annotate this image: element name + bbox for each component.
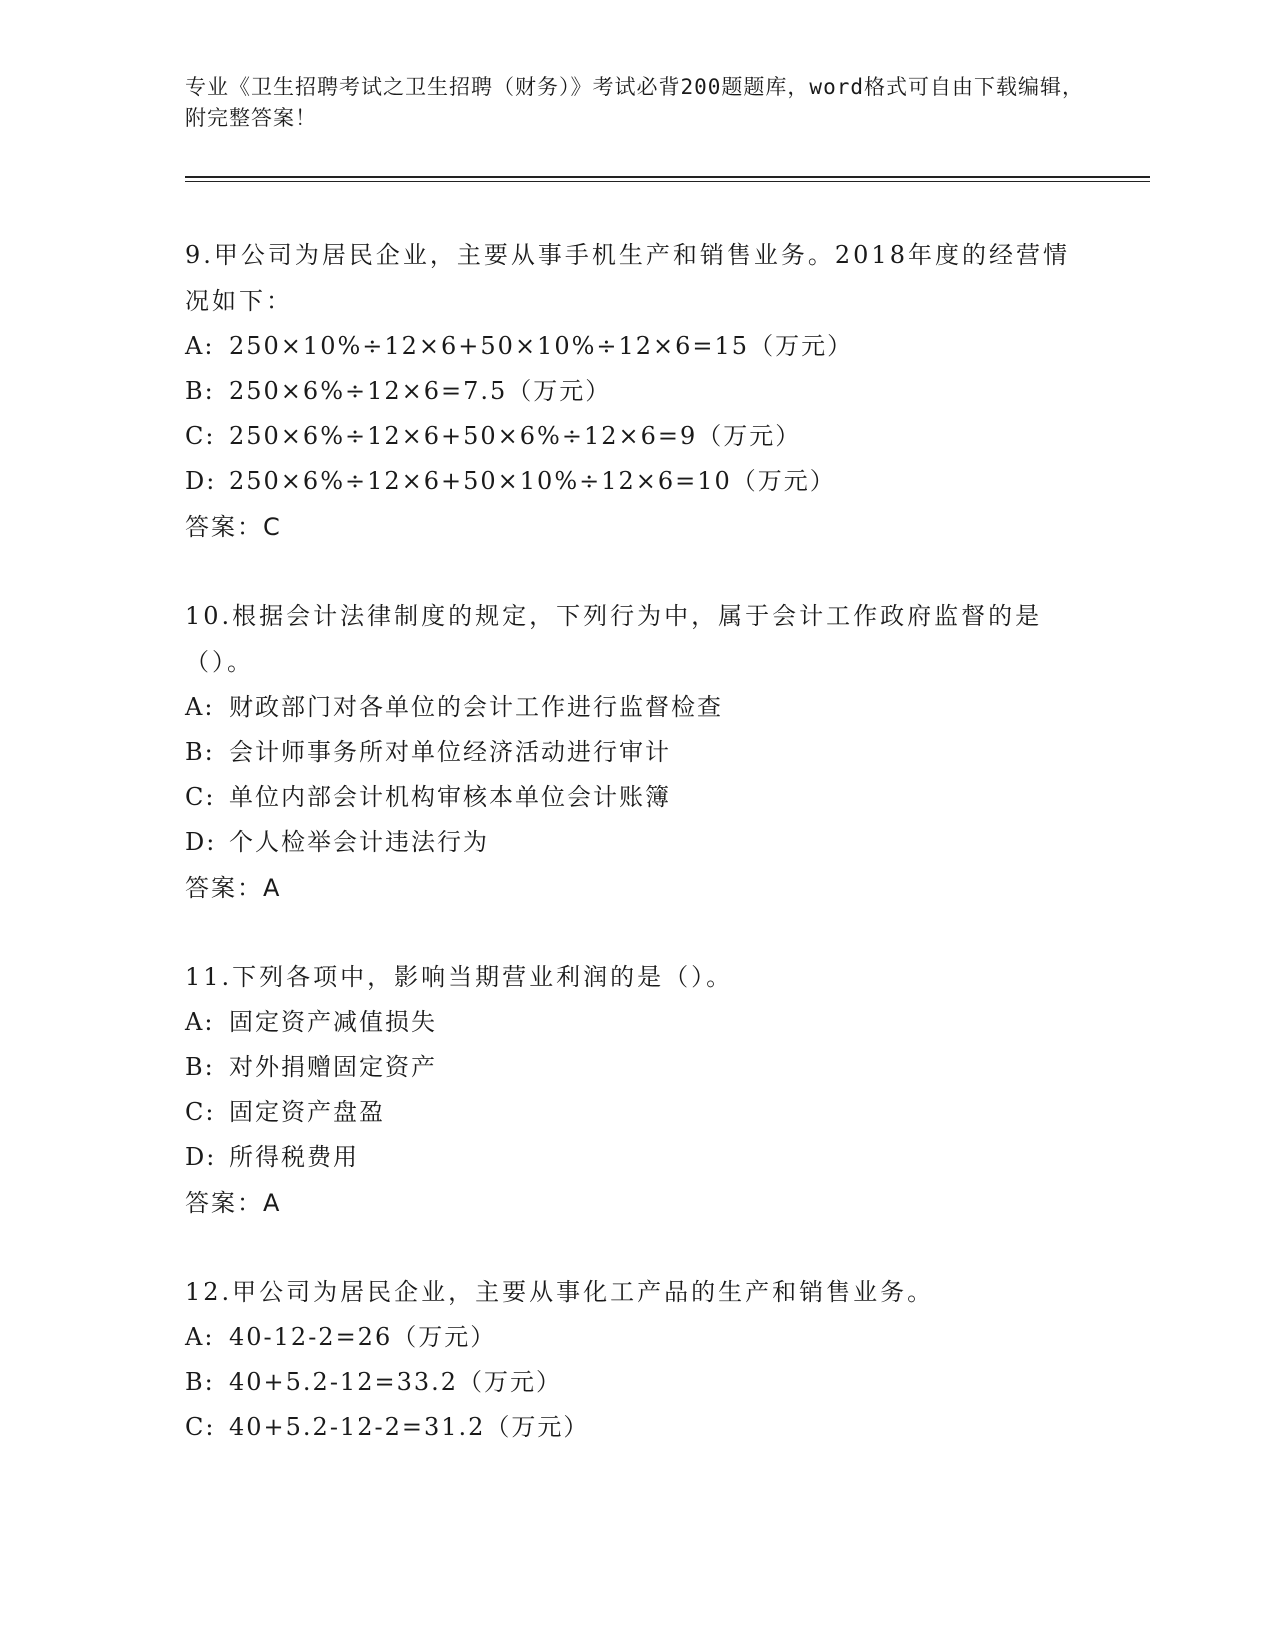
- option-letter: A:: [185, 693, 215, 721]
- answer-line: 答案：A: [185, 1189, 282, 1217]
- header-divider-thick: [185, 176, 1150, 178]
- option-c: [185, 1090, 1085, 1135]
- option-text: 250×10%÷12×6+50×10%÷12×6=15（万元）: [229, 332, 854, 360]
- option-letter: D:: [185, 828, 217, 856]
- option-a: [185, 685, 1085, 730]
- option-c: [185, 414, 1085, 459]
- question-10: [185, 593, 1085, 911]
- answer-line: 答案：C: [185, 513, 282, 541]
- option-b: [185, 369, 1085, 414]
- question-text: 12.甲公司为居民企业，主要从事化工产品的生产和销售业务。: [185, 1278, 935, 1306]
- option-letter: C:: [185, 1098, 216, 1126]
- question-text: 10.根据会计法律制度的规定，下列行为中，属于会计工作政府监督的是（）。: [185, 602, 1043, 676]
- option-letter: A:: [185, 1008, 215, 1036]
- option-text: 250×6%÷12×6+50×6%÷12×6=9（万元）: [229, 422, 802, 450]
- option-b: [185, 1360, 1085, 1405]
- question-11: [185, 954, 1085, 1226]
- answer-line: 答案：A: [185, 874, 282, 902]
- option-a: [185, 324, 1085, 369]
- option-letter: A:: [185, 332, 215, 360]
- header-intro-text: 专业《卫生招聘考试之卫生招聘（财务）》考试必背200题题库，word格式可自由下载编辑，附完整答案！: [185, 75, 1084, 130]
- question-12: [185, 1269, 1085, 1450]
- option-text: 40+5.2-12=33.2（万元）: [229, 1368, 563, 1396]
- option-letter: B:: [185, 1053, 215, 1081]
- option-text: 对外捐赠固定资产: [229, 1053, 437, 1081]
- option-letter: B:: [185, 738, 215, 766]
- option-text: 固定资产盘盈: [229, 1098, 385, 1126]
- option-text: 单位内部会计机构审核本单位会计账簿: [229, 783, 671, 811]
- option-letter: D:: [185, 467, 217, 495]
- option-a: [185, 1000, 1085, 1045]
- header-divider-thin: [185, 181, 1150, 182]
- option-a: [185, 1315, 1085, 1360]
- option-letter: B:: [185, 1368, 215, 1396]
- option-text: 250×6%÷12×6=7.5（万元）: [229, 377, 612, 405]
- option-text: 个人检举会计违法行为: [229, 828, 489, 856]
- option-d: [185, 820, 1085, 865]
- option-letter: B:: [185, 377, 215, 405]
- question-text: 9.甲公司为居民企业，主要从事手机生产和销售业务。2018年度的经营情况如下：: [185, 241, 1070, 315]
- question-text: 11.下列各项中，影响当期营业利润的是（）。: [185, 963, 734, 991]
- option-letter: A:: [185, 1323, 215, 1351]
- question-9: [185, 232, 1085, 550]
- option-c: [185, 775, 1085, 820]
- option-b: [185, 730, 1085, 775]
- option-letter: C:: [185, 1413, 216, 1441]
- option-text: 固定资产减值损失: [229, 1008, 437, 1036]
- option-d: [185, 459, 1085, 504]
- option-text: 所得税费用: [229, 1143, 359, 1171]
- option-b: [185, 1045, 1085, 1090]
- document-header: [185, 72, 1085, 134]
- option-d: [185, 1135, 1085, 1180]
- option-text: 会计师事务所对单位经济活动进行审计: [229, 738, 671, 766]
- option-letter: D:: [185, 1143, 217, 1171]
- question-list: [185, 232, 1085, 1493]
- option-letter: C:: [185, 783, 216, 811]
- option-text: 财政部门对各单位的会计工作进行监督检查: [229, 693, 723, 721]
- option-text: 250×6%÷12×6+50×10%÷12×6=10（万元）: [229, 467, 836, 495]
- option-c: [185, 1405, 1085, 1450]
- option-text: 40-12-2=26（万元）: [229, 1323, 497, 1351]
- option-letter: C:: [185, 422, 216, 450]
- option-text: 40+5.2-12-2=31.2（万元）: [229, 1413, 590, 1441]
